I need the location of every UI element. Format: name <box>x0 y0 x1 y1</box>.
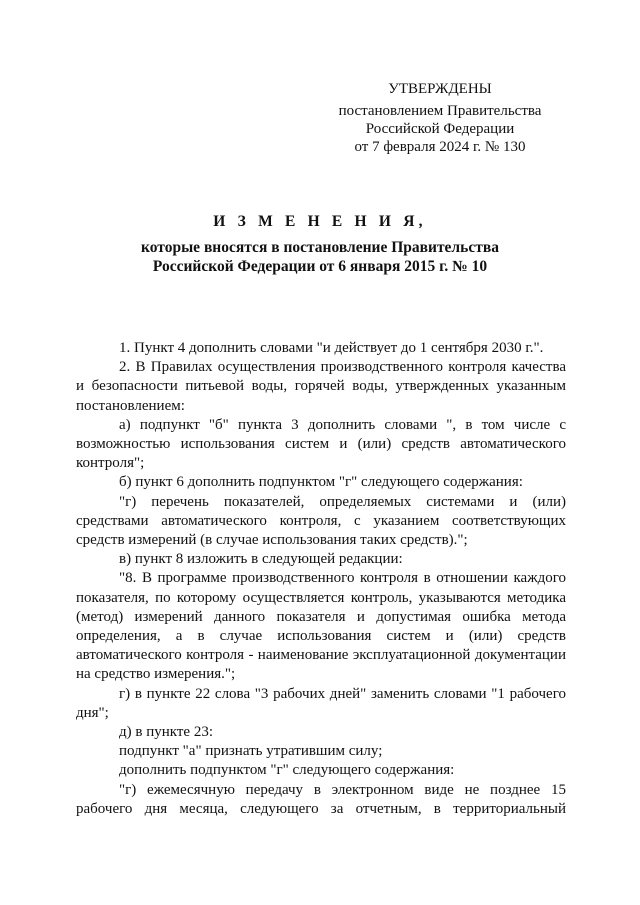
paragraph: 2. В Правилах осуществления производственного контроля качества и безопасности питьевой воды, горячей воды, утвержденных указанным постановлением: <box>76 359 566 414</box>
paragraph: в) пункт 8 изложить в следующей редакции: <box>119 551 403 568</box>
document-title: И З М Е Н Е Н И Я, <box>213 213 427 230</box>
paragraph: "г) перечень показателей, определяемых системами и (или) средствами автоматического контроля, с указанием соответствующих средств измерений (в случае использования таких средств)."; <box>76 493 566 549</box>
paragraph: "8. В программе производственного контроля в отношении каждого показателя, по которому осуществляется контроль, указываются методика (метод) измерений данного показателя и допустимая ошибка метода определения, а в случае использования систем и (или) средств автоматического контроля - наименование эксплуатационной документации на средство измерения."; <box>76 570 566 683</box>
paragraph: б) пункт 6 дополнить подпунктом "г" следующего содержания: <box>119 474 523 491</box>
document-subtitle <box>0 238 640 276</box>
paragraph: д) в пункте 23: <box>119 724 213 741</box>
approval-block <box>300 80 580 156</box>
approval-line-2: постановлением Правительства <box>338 103 542 119</box>
paragraph: "г) ежемесячную передачу в электронном виде не позднее 15 рабочего дня месяца, следующего за отчетным, в территориальный <box>76 781 566 817</box>
approval-date: от 7 февраля 2024 г. № 130 <box>354 139 526 155</box>
subtitle-line-2: Российской Федерации от 6 января 2015 г. № 10 <box>152 258 488 275</box>
paragraph: дополнить подпунктом "г" следующего содержания: <box>119 762 455 779</box>
paragraph: подпункт "а" признать утратившим силу; <box>119 743 383 760</box>
approval-status: УТВЕРЖДЕНЫ <box>388 81 492 97</box>
paragraph: г) в пункте 22 слова "3 рабочих дней" заменить словами "1 рабочего дня"; <box>76 685 566 721</box>
paragraph: а) подпункт "б" пункта 3 дополнить словами ", в том числе с возможностью использования систем и (или) средств автоматического контроля"; <box>76 416 566 472</box>
approval-line-3: Российской Федерации <box>365 121 515 137</box>
paragraph: 1. Пункт 4 дополнить словами "и действует до 1 сентября 2030 г.". <box>119 340 544 356</box>
subtitle-line-1: которые вносятся в постановление Правительства <box>141 239 499 256</box>
document-body <box>76 339 566 819</box>
